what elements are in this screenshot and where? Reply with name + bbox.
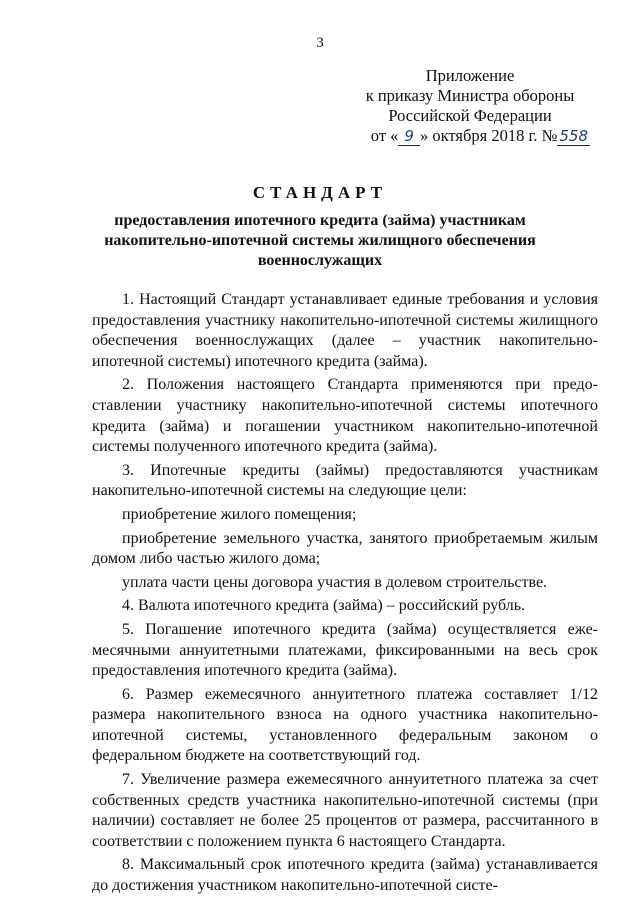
date-middle: » октября 2018 г. № [419,126,558,145]
appendix-heading: Приложение [425,66,515,85]
paragraph: 7. Увеличение размера ежемесячного аннуитетного платежа за счет собственных средств участника накопительно-ипотечной системы (при наличии) составляет не более 25 процентов от размера, рассчитанного в соответствии с положением пункта 6 настоящего Стандарта. [92,771,598,850]
paragraph: 4. Валюта ипотечного кредита (займа) – российский рубль. [122,597,526,615]
paragraph: 8. Максимальный срок ипотечного кредита (займа) устанавливается до достижения участником накопительно-ипотечной систе- [92,856,598,895]
appendix-date-line [340,126,600,146]
paragraph: 3. Ипотечные кредиты (займы) предоставляются участникам накопительно-ипотечной системы на следующие цели: [92,461,598,500]
paragraph: 5. Погашение ипотечного кредита (займа) осуществляется ежемесячными аннуитетными платежами, фиксированными на весь срок предоставления ипотечного кредита (займа). [92,620,598,680]
appendix-order-reference: к приказу Министра обороны [365,86,575,105]
paragraph: приобретение жилого помещения; [122,505,357,523]
appendix-block [340,66,600,146]
paragraph: 6. Размер ежемесячного аннуитетного платежа составляет 1/12 размера накопительного взноса на одного участника накопительно-ипотечной системы, установленного федеральным законом о федеральном бюджете на соответствующий год. [92,685,598,765]
appendix-country: Российской Федерации [388,106,552,125]
handwritten-order-number: 558 [559,127,588,145]
page-number: 3 [316,35,324,51]
paragraph: приобретение земельного участка, занятого приобретаемым жилым домом либо частью жилого дома; [92,529,598,568]
document-title: СТАНДАРТ [252,183,388,202]
handwritten-day: 9 [398,127,420,146]
paragraph: 2. Положения настоящего Стандарта применяются при предоставлении участнику накопительно-ипотечной системы ипотечного кредита (займа) и погашении участником накопительно-ипотечной системы полученного ипотечного кредита (займа). [92,376,598,456]
paragraph: уплата части цены договора участия в долевом строительстве. [122,573,548,591]
paragraph: 1. Настоящий Стандарт устанавливает единые требования и условия предоставления участнику накопительно-ипотечной системы жилищного обеспечения военнослужащих (далее – участник накопительно-ипотечной системы) ипотечного кредита (займа). [92,291,598,370]
title-block [60,183,580,271]
document-subtitle: предоставления ипотечного кредита (займа) участникам накопительно-ипотечной системы жилищного обеспечения военнослужащих [104,212,536,269]
body-text [92,290,598,900]
date-prefix: от « [370,126,399,145]
